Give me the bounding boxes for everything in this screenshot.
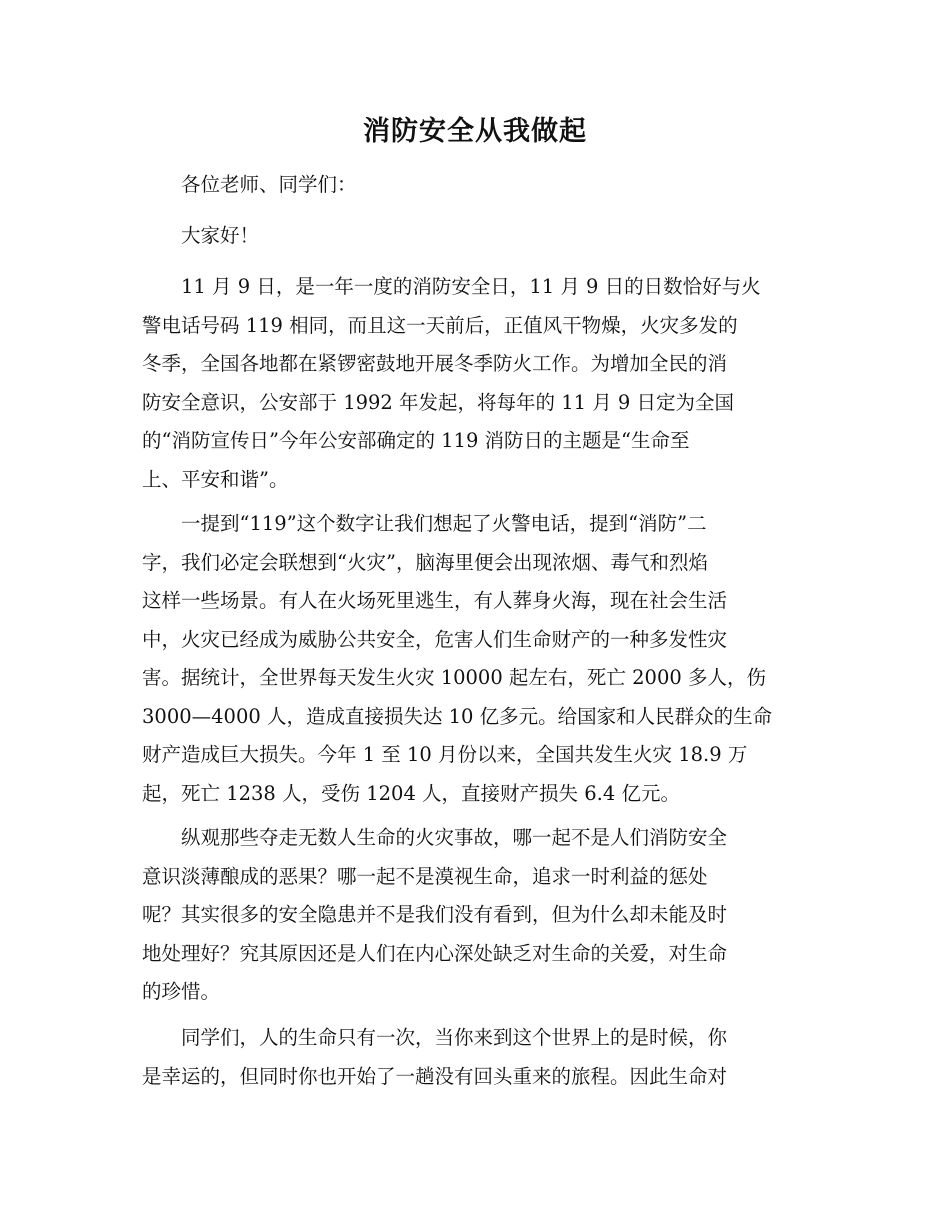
paragraph-line: 同学们，人的生命只有一次，当你来到这个世界上的是时候，你: [181, 1026, 728, 1049]
paragraph-line: 上、平安和谐”。: [142, 467, 289, 491]
paragraph-line: 这样一些场景。有人在火场死里逃生，有人葬身火海，现在社会生活: [142, 589, 728, 612]
paragraph-line: 起，死亡 1238 人，受伤 1204 人，直接财产损失 6.4 亿元。: [142, 781, 680, 805]
paragraph-line: 11 月 9 日，是一年一度的消防安全日，11 月 9 日的日数恰好与火: [181, 275, 761, 298]
paragraph-line: 警电话号码 119 相同，而且这一天前后，正值风干物燥，火灾多发的: [142, 313, 738, 337]
greeting: 大家好！: [181, 224, 260, 247]
paragraph-line: 中，火灾已经成为威胁公共安全，危害人们生命财产的一种多发性灾: [142, 627, 728, 651]
paragraph-1: [142, 268, 808, 499]
paragraph-line: 防安全意识，公安部于 1992 年发起，将每年的 11 月 9 日定为全国: [142, 390, 735, 414]
paragraph-line: 纵观那些夺走无数人生命的火灾事故，哪一起不是人们消防安全: [181, 826, 728, 849]
paragraph-line: 害。据统计，全世界每天发生火灾 10000 起左右，死亡 2000 多人，伤: [142, 666, 766, 689]
paragraph-line: 3000—4000 人，造成直接损失达 10 亿多元。给国家和人民群众的生命: [142, 704, 773, 728]
salutation: 各位老师、同学们：: [181, 173, 357, 196]
paragraph-3: [142, 819, 808, 1012]
paragraph-2: [142, 505, 808, 813]
paragraph-line: 的“消防宣传日”今年公安部确定的 119 消防日的主题是“生命至: [142, 429, 690, 452]
paragraph-line: 财产造成巨大损失。今年 1 至 10 月份以来，全国共发生火灾 18.9 万: [142, 743, 748, 766]
paragraph-line: 的珍惜。: [142, 980, 221, 1003]
paragraph-line: 意识淡薄酿成的恶果？哪一起不是漠视生命，追求一时利益的惩处: [142, 864, 708, 888]
paragraph-4: [142, 1019, 808, 1096]
paragraph-line: 字，我们必定会联想到“火灾”，脑海里便会出现浓烟、毒气和烈焰: [142, 550, 708, 574]
paragraph-line: 是幸运的，但同时你也开始了一趟没有回头重来的旅程。因此生命对: [142, 1064, 728, 1088]
paragraph-line: 一提到“119”这个数字让我们想起了火警电话，提到“消防”二: [181, 512, 707, 535]
document-title: 消防安全从我做起: [363, 116, 587, 147]
paragraph-line: 呢？其实很多的安全隐患并不是我们没有看到，但为什么却未能及时: [142, 903, 728, 926]
paragraph-line: 地处理好？究其原因还是人们在内心深处缺乏对生命的关爱，对生命: [142, 941, 728, 965]
paragraph-line: 冬季，全国各地都在紧锣密鼓地开展冬季防火工作。为增加全民的消: [142, 352, 728, 375]
